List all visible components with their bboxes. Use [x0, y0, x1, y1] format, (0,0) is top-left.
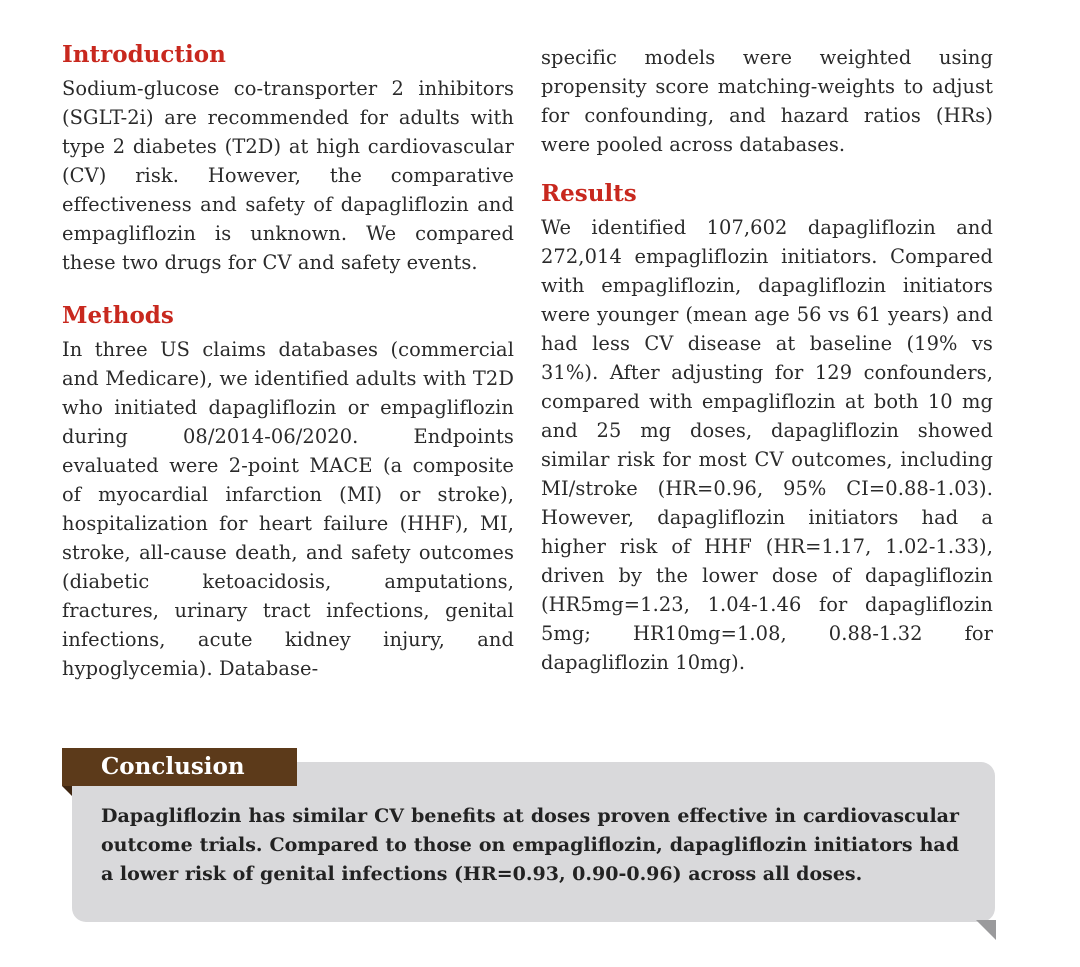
conclusion-heading: Conclusion — [101, 753, 245, 780]
conclusion-text: Dapagliflozin has similar CV benefits at doses proven effective in cardiovascular outcome trials. Compared to those on empagliflozin, dapagliflozin initiators had a lower risk of genital infections (HR=0.93, 0.90-0.96) across all doses. — [101, 805, 959, 885]
left-column — [62, 40, 514, 683]
results-heading: Results — [541, 180, 637, 207]
results-text: We identified 107,602 dapagliflozin and 272,014 empagliflozin initiators. Compared with empagliflozin, dapagliflozin initiators were younger (mean age 56 vs 61 years) and had less CV disease at baseline (19% vs 31%). After adjusting for 129 confounders, compared with empagliflozin at both 10 mg and 25 mg doses, dapagliflozin showed similar risk for most CV outcomes, including MI/stroke (HR=0.96, 95% CI=0.88-1.03). However, dapagliflozin initiators had a higher risk of HHF (HR=1.17, 1.02-1.33), driven by the lower dose of dapagliflozin (HR5mg=1.23, 1.04-1.46 for dapagliflozin 5mg; HR10mg=1.08, 0.88-1.32 for dapagliflozin 10mg). — [541, 216, 993, 674]
introduction-heading: Introduction — [62, 41, 226, 68]
conclusion-tab-notch — [62, 786, 72, 796]
methods-heading: Methods — [62, 302, 174, 329]
methods-text: In three US claims databases (commercial and Medicare), we identified adults with T2D who initiated dapagliflozin or empagliflozin during 08/2014-06/2020. Endpoints evaluated were 2-point MACE (a composite of myocardial infarction (MI) or stroke), hospitalization for heart failure (HHF), MI, stroke, all-cause death, and safety outcomes (diabetic ketoacidosis, amputations, fractures, urinary tract infections, genital infections, acute kidney injury, and hypoglycemia). Database- — [62, 338, 514, 680]
corner-arrow-icon — [976, 920, 996, 940]
introduction-text: Sodium-glucose co-transporter 2 inhibitors (SGLT-2i) are recommended for adults with type 2 diabetes (T2D) at high cardiovascular (CV) risk. However, the comparative effectiveness and safety of dapagliflozin and empagliflozin is unknown. We compared these two drugs for CV and safety events. — [62, 77, 514, 274]
methods-continuation-text: specific models were weighted using propensity score matching-weights to adjust for confounding, and hazard ratios (HRs) were pooled across databases. — [541, 46, 993, 156]
right-column — [541, 43, 993, 677]
